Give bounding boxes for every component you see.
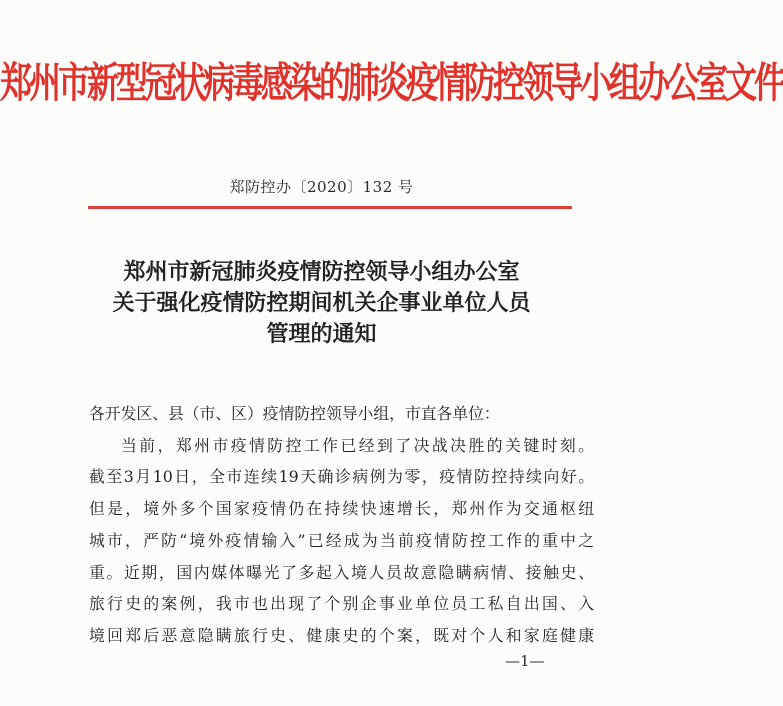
body-line: 重。近期，国内媒体曝光了多起入境人员故意隐瞒病情、接触史、 xyxy=(89,562,594,582)
document-number: 郑防控办〔2020〕132 号 xyxy=(229,178,414,196)
notice-title-line: 关于强化疫情防控期间机关企事业单位人员 xyxy=(112,290,531,316)
notice-title-line: 郑州市新冠肺炎疫情防控领导小组办公室 xyxy=(123,259,520,285)
notice-title-line: 管理的通知 xyxy=(266,321,377,347)
notice-body xyxy=(89,398,594,652)
page-number: —1— xyxy=(505,652,545,670)
body-line: 境回郑后恶意隐瞒旅行史、健康史的个案，既对个人和家庭健康 xyxy=(89,625,594,645)
notice-title xyxy=(0,257,643,350)
body-line: 城市，严防“境外疫情输入”已经成为当前疫情防控工作的重中之 xyxy=(89,530,594,550)
body-line: 但是，境外多个国家疫情仍在持续快速增长，郑州作为交通枢纽 xyxy=(89,499,594,519)
red-header-title: 郑州市新型冠状病毒感染的肺炎疫情防控领导小组办公室文件 xyxy=(0,57,783,108)
body-line: 当前，郑州市疫情防控工作已经到了决战决胜的关键时刻。 xyxy=(121,435,594,455)
body-line: 截至3月10日，全市连续19天确诊病例为零，疫情防控持续向好。 xyxy=(89,467,594,487)
salutation: 各开发区、县（市、区）疫情防控领导小组，市直各单位： xyxy=(89,404,500,423)
red-divider-line xyxy=(88,206,572,209)
body-line: 旅行史的案例，我市也出现了个别企事业单位员工私自出国、入 xyxy=(89,594,594,614)
